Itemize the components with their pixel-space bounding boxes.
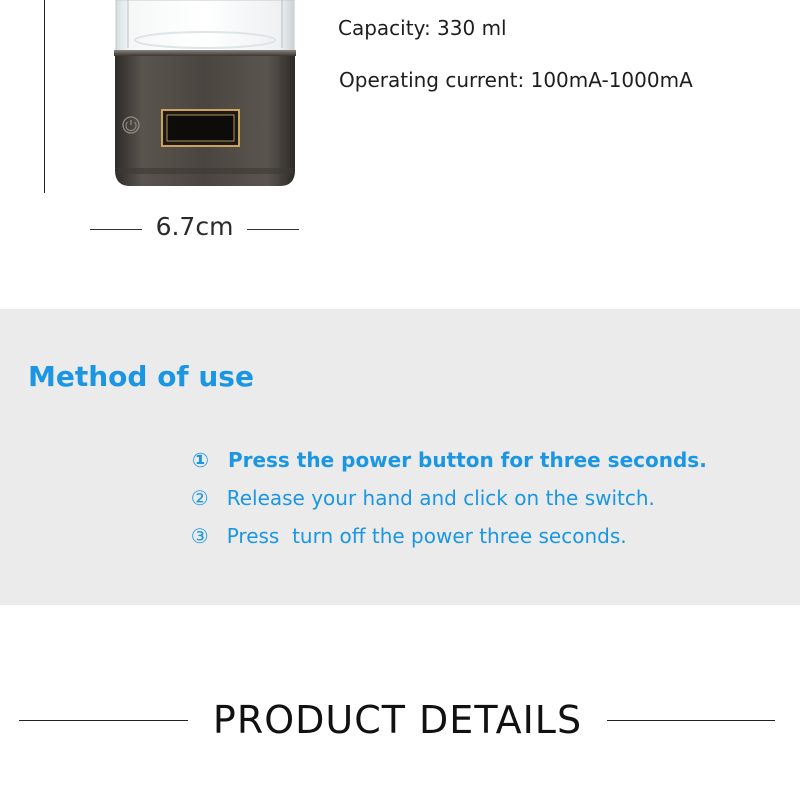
product-details-heading: PRODUCT DETAILS — [212, 698, 583, 742]
capacity-spec: Capacity: 330 ml — [338, 16, 507, 40]
width-dimension-label: 6.7cm — [155, 212, 234, 241]
step-text-3: Press turn off the power three seconds. — [226, 524, 627, 548]
details-divider-left — [19, 720, 188, 721]
step-text-2: Release your hand and click on the switch. — [226, 486, 655, 510]
details-divider-right — [607, 720, 775, 721]
step-number-2: ② — [190, 486, 209, 510]
method-step-3 — [178, 500, 627, 548]
width-dimension-line-left — [90, 229, 142, 230]
step-number-1: ① — [191, 448, 209, 472]
width-dimension-line-right — [247, 229, 299, 230]
operating-current-spec: Operating current: 100mA-1000mA — [339, 68, 693, 92]
height-dimension-line — [44, 0, 45, 193]
product-image — [0, 0, 330, 200]
method-of-use-title: Method of use — [28, 360, 254, 393]
step-text-1: Press the power button for three seconds. — [227, 448, 707, 472]
step-number-3: ③ — [190, 524, 209, 548]
